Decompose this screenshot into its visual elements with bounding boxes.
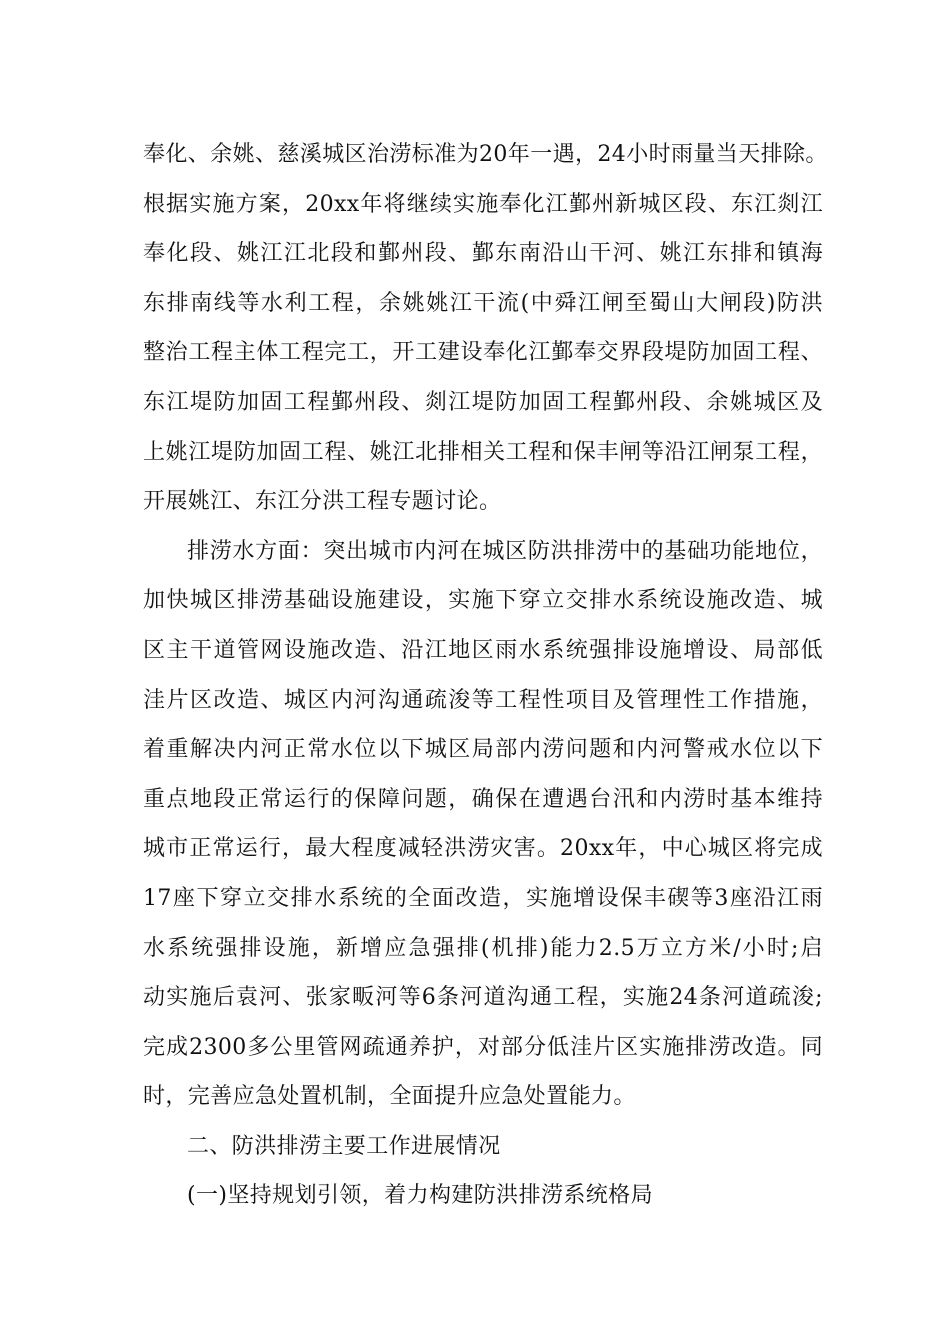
text-line: 整治工程主体工程完工，开工建设奉化江鄞奉交界段堤防加固工程、 — [143, 340, 823, 366]
text-line: 区主干道管网设施改造、沿江地区雨水系统强排设施增设、局部低 — [143, 637, 823, 663]
text-line: 奉化、余姚、慈溪城区治涝标准为20年一遇，24小时雨量当天排除。 — [143, 142, 828, 167]
text-line: 重点地段正常运行的保障问题，确保在遭遇台汛和内涝时基本维持 — [143, 786, 823, 812]
text-line: 东江堤防加固工程鄞州段、剡江堤防加固工程鄞州段、余姚城区及 — [143, 389, 823, 415]
text-line: 洼片区改造、城区内河沟通疏浚等工程性项目及管理性工作措施， — [143, 687, 823, 713]
text-line: 着重解决内河正常水位以下城区局部内涝问题和内河警戒水位以下 — [143, 737, 823, 763]
text-line: 奉化段、姚江江北段和鄞州段、鄞东南沿山干河、姚江东排和镇海 — [143, 241, 823, 267]
text-line: 城市正常运行，最大程度减轻洪涝灾害。20xx年，中心城区将完成 — [143, 836, 823, 862]
body-paragraph — [143, 130, 828, 527]
text-line: 水系统强排设施，新增应急强排(机排)能力2.5万立方米/小时;启 — [143, 935, 823, 961]
section-heading — [143, 1171, 823, 1221]
body-paragraph — [143, 527, 823, 1122]
text-line: 排涝水方面：突出城市内河在城区防洪排涝中的基础功能地位， — [187, 538, 823, 564]
text-line: 东排南线等水利工程，余姚姚江干流(中舜江闸至蜀山大闸段)防洪 — [143, 290, 823, 316]
text-line: 开展姚江、东江分洪工程专题讨论。 — [143, 489, 502, 515]
text-line: 二、防洪排涝主要工作进展情况 — [187, 1133, 501, 1159]
text-line: 加快城区排涝基础设施建设，实施下穿立交排水系统设施改造、城 — [143, 588, 823, 614]
section-heading — [143, 1122, 823, 1172]
text-line: 动实施后袁河、张家畈河等6条河道沟通工程，实施24条河道疏浚; — [143, 985, 823, 1011]
text-line: 17座下穿立交排水系统的全面改造，实施增设保丰碶等3座沿江雨 — [143, 885, 823, 911]
text-line: 根据实施方案，20xx年将继续实施奉化江鄞州新城区段、东江剡江 — [143, 191, 823, 217]
document-body — [143, 130, 828, 1221]
text-line: 上姚江堤防加固工程、姚江北排相关工程和保丰闸等沿江闸泵工程， — [143, 439, 823, 465]
text-line: (一)坚持规划引领，着力构建防洪排涝系统格局 — [187, 1183, 653, 1209]
text-line: 完成2300多公里管网疏通养护，对部分低洼片区实施排涝改造。同 — [143, 1034, 823, 1060]
text-line: 时，完善应急处置机制，全面提升应急处置能力。 — [143, 1084, 636, 1110]
